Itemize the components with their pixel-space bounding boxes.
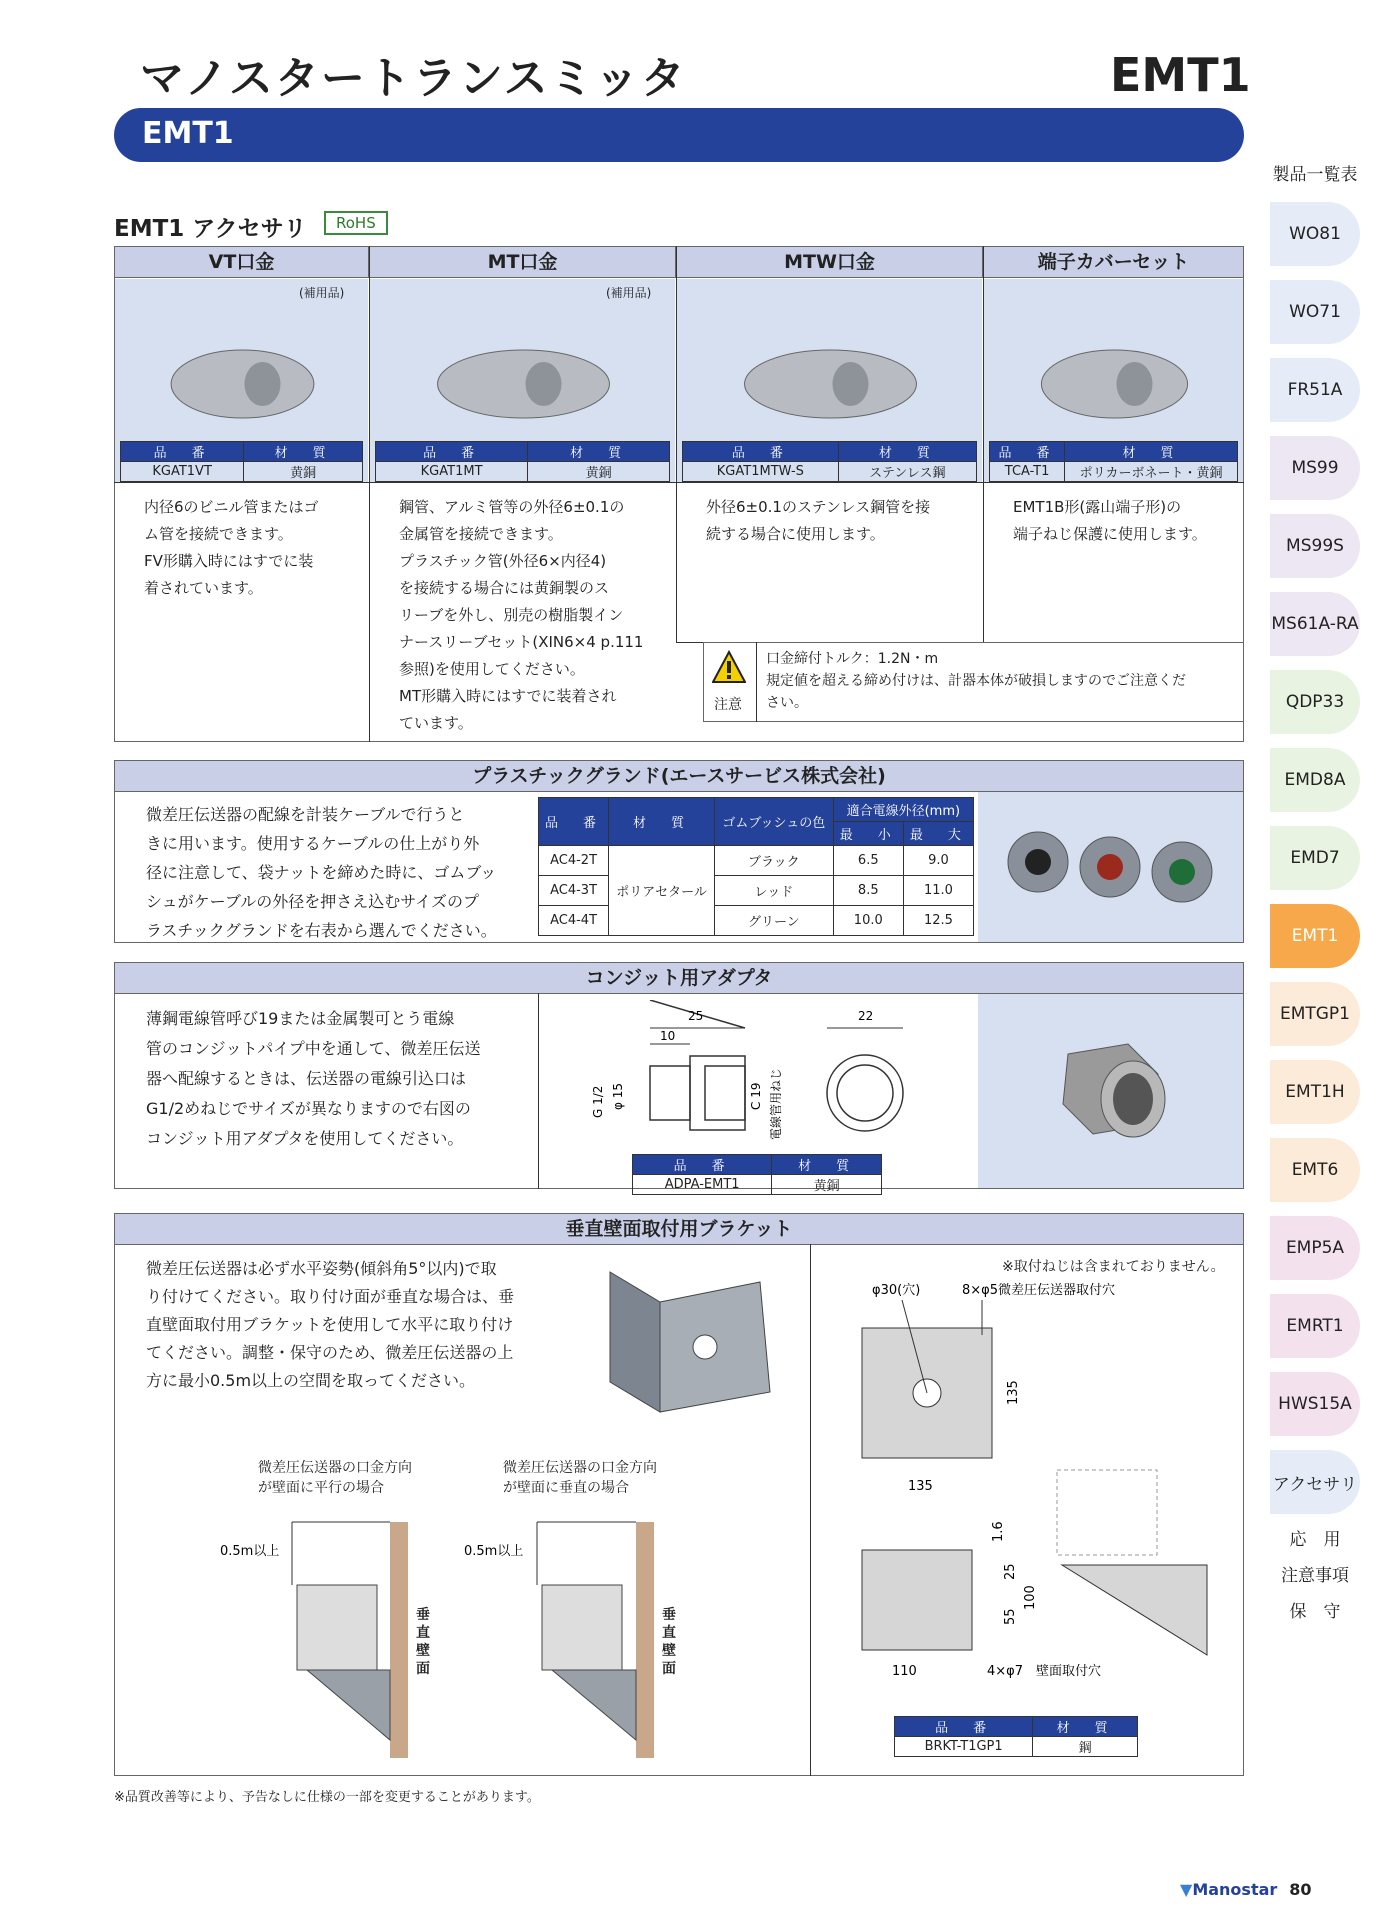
gland-table: 品 番 材 質 ゴムブッシュの色 適合電線外径(mm) 最 小 最 大 AC4-2T ポリアセタール ブラック 6.5 9.0 AC4-3T レッド 8.5 11.0 AC4-4T グリーン 10.0 12.5 [538,797,974,936]
sidebar-item[interactable]: 応 用 [1270,1520,1360,1554]
mounting-diagram [212,1510,692,1760]
table-row: AC4-4T [539,906,609,936]
dim-100: 100 [1023,1585,1038,1610]
col-header: MT口金 [369,246,676,278]
dim-135: 135 [908,1479,933,1494]
sidebar-item[interactable]: EMT6 [1270,1138,1360,1202]
sidebar-item[interactable]: EMD7 [1270,826,1360,890]
sidebar-item[interactable]: WO81 [1270,202,1360,266]
col-header: 端子カバーセット [983,246,1244,278]
wall-label: 垂直壁面 [416,1607,430,1677]
sidebar-item[interactable]: アクセサリ [1270,1450,1360,1514]
rohs-badge: RoHS [324,211,388,235]
col-description: 内径6のビニル管またはゴ ム管を接続できます。 FV形購入時にはすでに装 着されています。 [144,498,319,597]
dim-holes7: 4×φ7 壁面取付穴 [987,1664,1102,1679]
page-title: マノスタートランスミッタ [140,53,687,104]
sidebar-item[interactable]: EMT1H [1270,1060,1360,1124]
dim-hole30: φ30(穴) [872,1283,921,1298]
dim-110: 110 [892,1664,917,1679]
sidebar-item[interactable]: EMT1 [1270,904,1360,968]
conduit-parts-table: 品 番 材 質 ADPA-EMT1 黄銅 [632,1154,882,1195]
adapter-photo [978,994,1243,1188]
sidebar-item[interactable]: EMTGP1 [1270,982,1360,1046]
bracket-photo [590,1262,790,1442]
space-label: 0.5m以上 [464,1544,524,1559]
footer-brand: ▼Manostar 80 [1180,1880,1312,1899]
model-code: EMT1 [1110,48,1251,102]
caption-parallel: 微差圧伝送器の口金方向 が壁面に平行の場合 [258,1460,412,1496]
col-description: 鋼管、アルミ管等の外径6±0.1の 金属管を接続できます。 プラスチック管(外径6×内径4) を接続する場合には黄銅製のス リーブを外し、別売の樹脂製イン ナースリーブセット(XIN6×4 p.111 参照)を使用してください。 MT形購入時にはすでに装着され ています。 [399,498,644,732]
page-number: 80 [1289,1880,1312,1899]
col-description: EMT1B形(露山端子形)の 端子ねじ保護に使用します。 [1013,498,1207,543]
caution-text: 口金締付トルク：1.2N・m 規定値を超える締め付けは、計器本体が破損しますのでご注意くだ さい。 [766,651,1186,711]
accessory-heading: EMT1 アクセサリ [114,216,307,242]
screw-note: ※取付ねじは含まれておりません。 [1002,1259,1225,1275]
gland-heading: プラスチックグランド(エースサービス株式会社) [114,760,1244,792]
sidebar-item[interactable]: FR51A [1270,358,1360,422]
sidebar-item[interactable]: 保 守 [1270,1592,1360,1626]
sidebar-item[interactable]: QDP33 [1270,670,1360,734]
gland-photo [978,792,1243,942]
parts-table: 品 番 材 質 TCA-T1 ポリカーボネート・黄銅 [989,441,1238,482]
section-bar: EMT1 [114,108,1244,162]
col-header: MTW口金 [676,246,983,278]
dim-10: 10 [660,1029,676,1043]
spare-note: (補用品) [606,286,652,300]
bracket-heading: 垂直壁面取付用ブラケット [114,1213,1244,1245]
adapter-drawing [590,1000,920,1150]
conduit-heading: コンジット用アダプタ [114,962,1244,994]
col-description: 外径6±0.1のステンレス鋼管を接 続する場合に使用します。 [706,498,931,543]
table-row: AC4-2T [539,846,609,876]
sidebar-item[interactable]: EMRT1 [1270,1294,1360,1358]
caution-label: 注意 [714,697,742,713]
dim-135: 135 [1006,1380,1021,1405]
table-row: AC4-3T [539,876,609,906]
bracket-description: 微差圧伝送器は必ず水平姿勢(傾斜角5°以内)で取 り付けてください。取り付け面が垂直な場合は、垂 直壁面取付用ブラケットを使用して水平に取り付け てください。調整・保守のため、微差圧伝送器の上 方に最小0.5m以上の空間を取ってください。 [146,1259,515,1390]
spare-note: (補用品) [299,286,345,300]
sidebar-item[interactable]: MS99S [1270,514,1360,578]
dim-25: 25 [1003,1563,1018,1580]
warning-icon [712,650,746,684]
parts-table: 品 番 材 質 KGAT1MTW-S ステンレス鋼 [682,441,977,482]
sidebar-item[interactable]: EMP5A [1270,1216,1360,1280]
dim-holes5: 8×φ5微差圧伝送器取付穴 [962,1283,1116,1298]
sidebar-item[interactable]: MS99 [1270,436,1360,500]
dim-thread: 電線管用ねじ [769,1067,783,1140]
dim-c19: C 19 [749,1082,763,1110]
sidebar-item[interactable]: MS61A-RA [1270,592,1360,656]
dim-22: 22 [858,1009,874,1023]
bracket-drawing [842,1280,1242,1700]
dim-1.6: 1.6 [991,1521,1006,1542]
sidebar-item[interactable]: EMD8A [1270,748,1360,812]
parts-table: 品 番 材 質 KGAT1MT 黄銅 [375,441,670,482]
dim-g12: G 1/2 [591,1085,605,1118]
gland-description: 微差圧伝送器の配線を計装ケーブルで行うと きに用います。使用するケーブルの仕上がり外 径に注意して、袋ナットを締めた時に、ゴムブッ シュがケーブルの外径を押さえ込むサイズのプ ラスチックグランドを右表から選んでください。 [146,805,497,940]
dim-phi15: φ 15 [611,1083,625,1110]
space-label: 0.5m以上 [220,1544,280,1559]
parts-table: 品 番 材 質 KGAT1VT 黄銅 [120,441,363,482]
dim-25: 25 [688,1009,704,1023]
bracket-parts-table: 品 番 材 質 BRKT-T1GP1 鋼 [894,1716,1138,1757]
dim-55: 55 [1003,1608,1018,1625]
conduit-description: 薄鋼電線管呼び19または金属製可とう電線 管のコンジットパイプ中を通して、微差圧伝送 器へ配線するときは、伝送器の電線引込口は G1/2めねじでサイズが異なりますので右図の コンジット用アダプタを使用してください。 [146,1009,481,1148]
sidebar-item[interactable]: 製品一覧表 [1270,152,1360,192]
col-header: VT口金 [114,246,369,278]
caption-perpendicular: 微差圧伝送器の口金方向 が壁面に垂直の場合 [503,1460,657,1496]
sidebar-item[interactable]: WO71 [1270,280,1360,344]
wall-label: 垂直壁面 [662,1607,676,1677]
brand-logo-icon: ▼ [1180,1880,1193,1899]
footnote: ※品質改善等により、予告なしに仕様の一部を変更することがあります。 [114,1790,540,1805]
sidebar-item[interactable]: 注意事項 [1270,1556,1360,1590]
sidebar-item[interactable]: HWS15A [1270,1372,1360,1436]
